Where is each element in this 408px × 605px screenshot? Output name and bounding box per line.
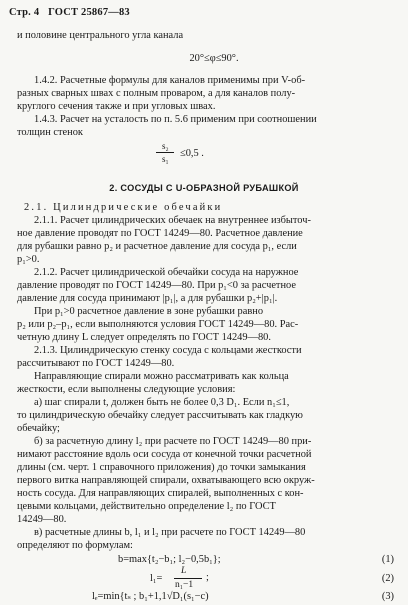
formula-1: b=max{t₂−b₁; l₂−0,5b₁}; — [118, 554, 221, 565]
text-line: то цилиндрическую обечайку следует рассчитывать как гладкую — [17, 410, 303, 421]
text-line: четную длину L следует определять по ГОСТ 14249—80. — [17, 332, 271, 343]
fraction-numerator: s₂ — [162, 141, 169, 151]
text-line: а) шаг спирали t, должен быть не более 0,3 D₁. Если n₁≤1, — [34, 397, 290, 408]
equation-number-1: (1) — [381, 554, 394, 565]
page-number: Стр. 4 — [9, 7, 40, 18]
text-line: первого витка направляющей спирали, охватывающего всю окруж- — [17, 475, 315, 486]
text-line: жесткости, если выполнены следующие условия: — [17, 384, 236, 395]
text-line: 2.1.2. Расчет цилиндрической обечайки сосуда на наружное — [34, 267, 299, 278]
text-line: 2.1.1. Расчет цилиндрических обечаек на внутреннее избыточ- — [34, 215, 311, 226]
text-line: 2.1.3. Цилиндрическую стенку сосуда с кольцами жесткости — [34, 345, 302, 356]
text-line: нимают расстояние вдоль оси сосуда от конечной точки расчетной — [17, 449, 312, 460]
text-line: рассчитывают по ГОСТ 14249—80. — [17, 358, 175, 369]
equation-number-2: (2) — [381, 573, 394, 584]
text-line: p₂ или p₂–p₁, если выполняются условия ГОСТ 14249—80. Рас- — [17, 319, 299, 330]
text-line: круглого сечения также и при угловых швах. — [17, 101, 216, 112]
formula-semicolon: ; — [206, 572, 209, 583]
text-line: определяют по формулам: — [17, 540, 133, 551]
text-line: 14249—80. — [17, 514, 67, 525]
page-header — [9, 6, 136, 20]
text-line: давление проводят по ГОСТ 14249—80. При p₁<0 за расчетное — [17, 280, 296, 291]
thickness-ratio-formula — [146, 140, 266, 170]
fraction-numerator: L — [181, 566, 187, 576]
angle-condition: 20°≤φ≤90°. — [189, 53, 239, 64]
text-line: в) расчетные длины b, l₁ и l₂ при расчете по ГОСТ 14249—80 — [34, 527, 306, 538]
text-line: обечайку; — [17, 423, 60, 434]
text-line: давление для сосуда принимают |p₁|, а для рубашки p₂+|p₁|. — [17, 293, 278, 304]
fraction-denominator: s₁ — [162, 154, 169, 164]
text-line: цевыми кольцами, действительно определение l₂ по ГОСТ — [17, 501, 276, 512]
text-line: 1.4.2. Расчетные формулы для каналов применимы при V-об- — [34, 75, 306, 86]
formula-3: lₑ=min{tₛ ; b₁+1,1√D₁(s₁−c) — [92, 591, 209, 602]
fraction-condition: ≤0,5 . — [180, 148, 204, 159]
fraction-denominator: n₁−1 — [175, 580, 194, 590]
text-line: б) за расчетную длину l₂ при расчете по ГОСТ 14249—80 при- — [34, 436, 312, 447]
text-line: p₁>0. — [17, 254, 40, 265]
text-line: длины (см. черт. 1 справочного приложения) до точки замыкания — [17, 462, 306, 473]
text-line: Направляющие спирали можно рассматривать как кольца — [34, 371, 289, 382]
text-line: для рубашки равно p₂ и расчетное давление для сосуда p₁, если — [17, 241, 297, 252]
text-line: 1.4.3. Расчет на усталость по п. 5.6 применим при соотношении — [34, 114, 317, 125]
equation-number-3: (3) — [381, 591, 394, 602]
standard-code: ГОСТ 25867—83 — [48, 7, 130, 18]
text-line: толщин стенок — [17, 127, 83, 138]
text-line: ность сосуда. Для направляющих спиралей, выполненных с кон- — [17, 488, 304, 499]
text-line: При p₁>0 расчетное давление в зоне рубашки равно — [34, 306, 264, 317]
text-line: ное давление проводят по ГОСТ 14249—80. Расчетное давление — [17, 228, 303, 239]
subsection-heading: 2.1. Цилиндрические обечайки — [24, 202, 223, 213]
formula-2-lhs: l₁= — [150, 573, 163, 584]
text-line: и половине центрального угла канала — [17, 30, 184, 41]
text-line: разных сварных швах с полным проваром, а для каналов полу- — [17, 88, 296, 99]
section-heading: 2. СОСУДЫ С U-ОБРАЗНОЙ РУБАШКОЙ — [109, 183, 299, 193]
